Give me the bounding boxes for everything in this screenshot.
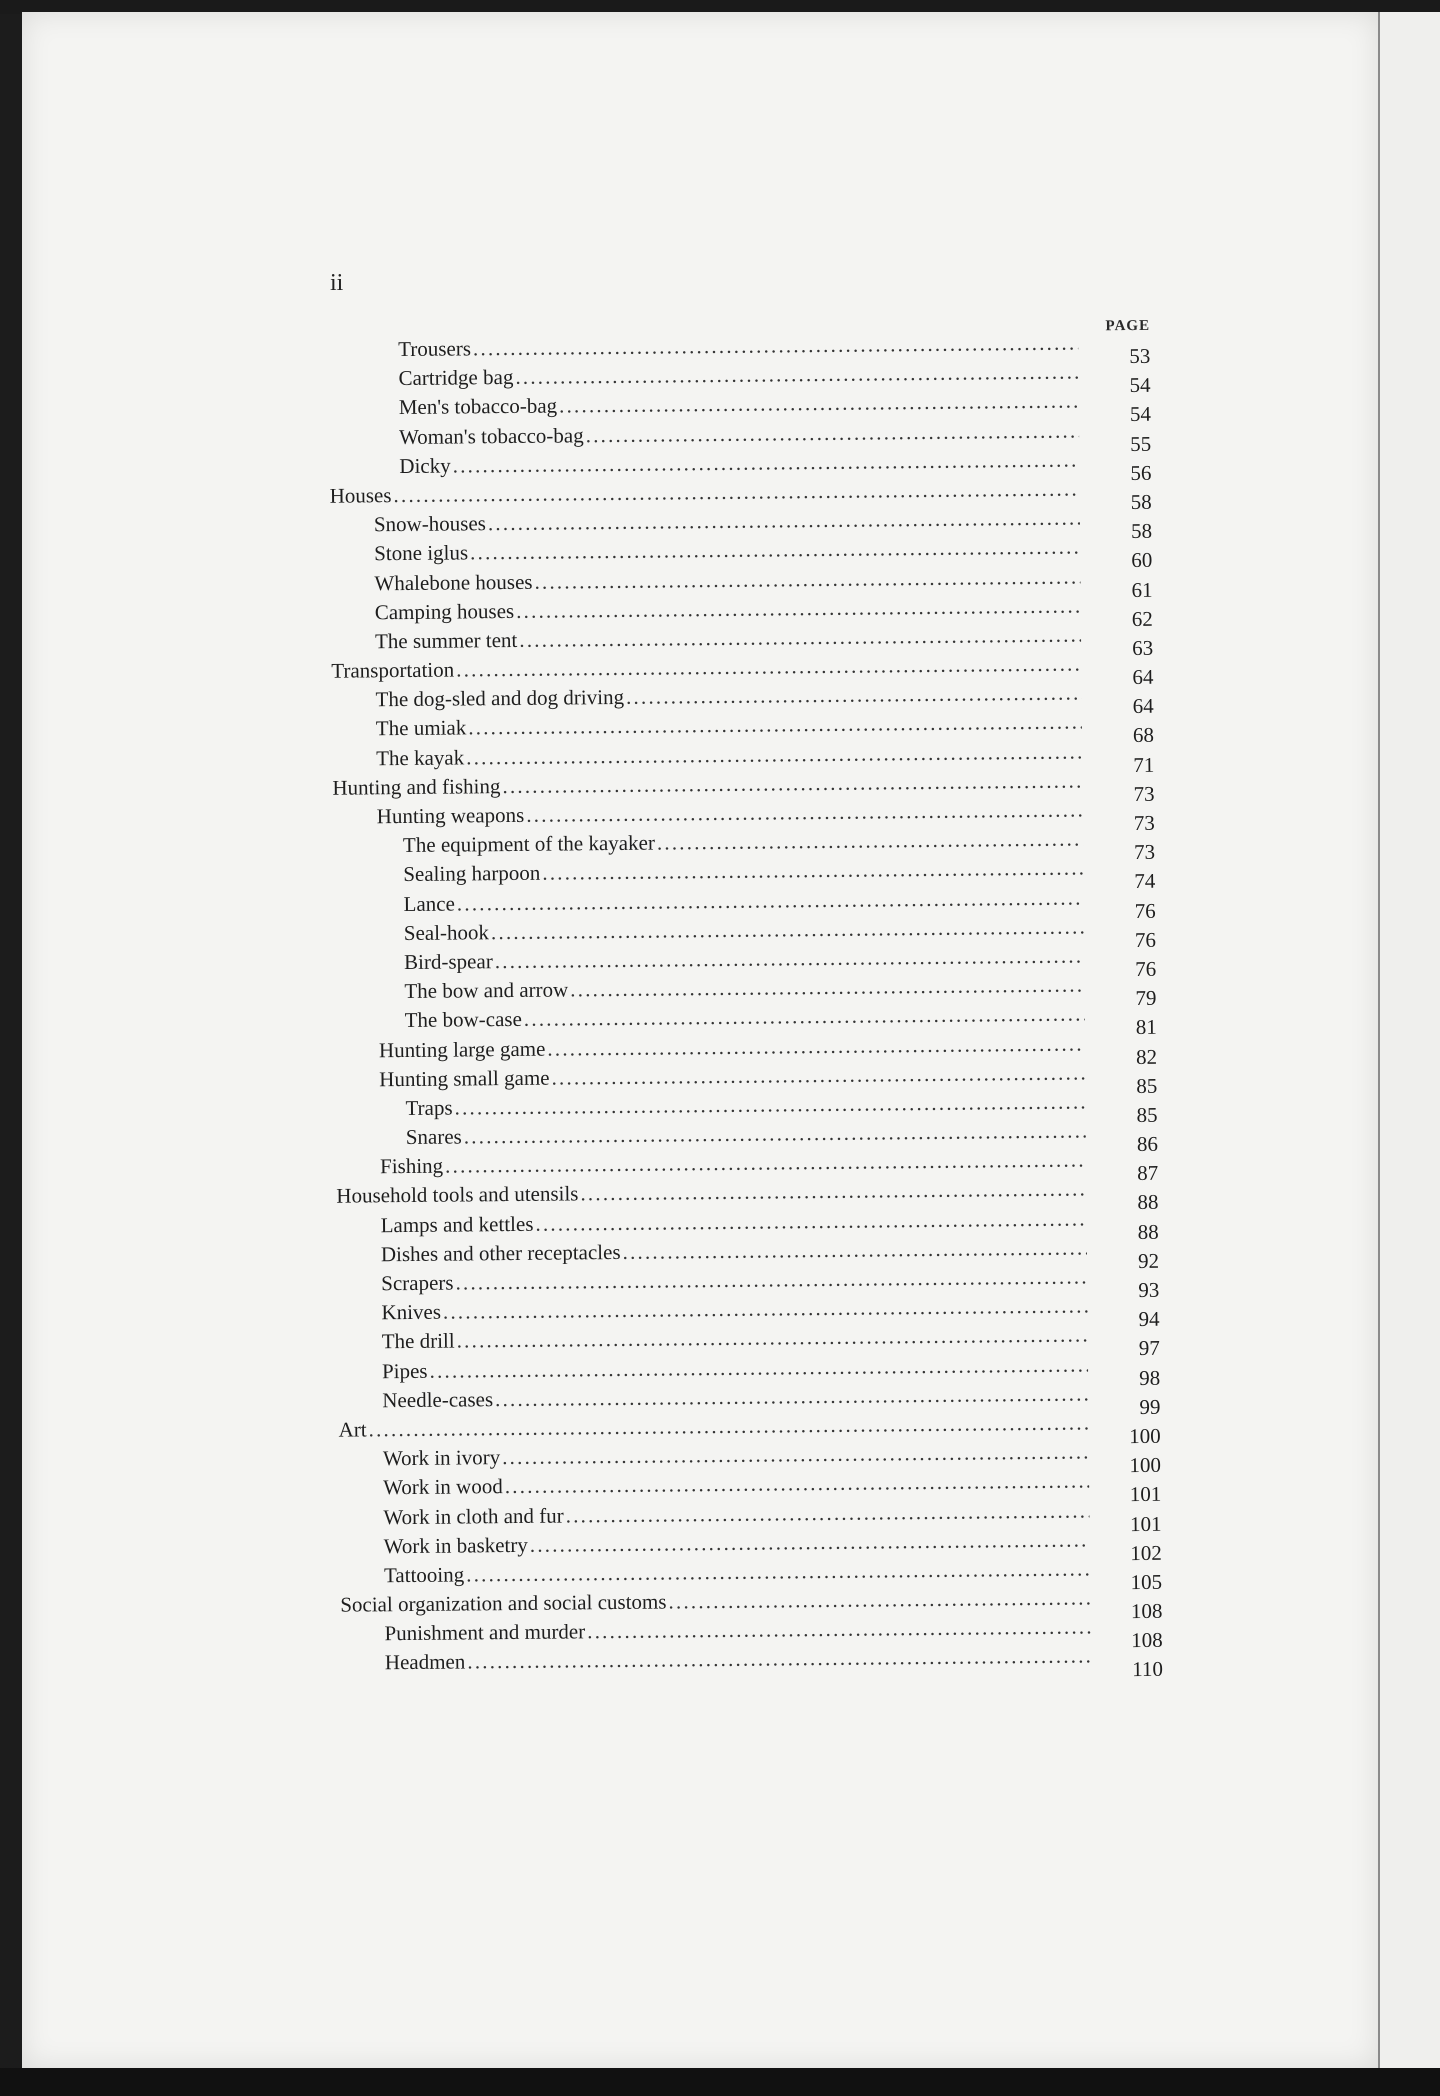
toc-entry-page: 64	[1132, 664, 1154, 690]
toc-dot-leader	[467, 1642, 1091, 1677]
toc-entry-page: 105	[1130, 1569, 1163, 1594]
toc-entry-title: Scrapers	[381, 1270, 454, 1296]
toc-entry-page: 58	[1130, 518, 1153, 544]
toc-entry-title: Whalebone houses	[374, 569, 533, 595]
toc-entry-title: Headmen	[384, 1649, 466, 1675]
toc-entry-page: 88	[1137, 1190, 1159, 1215]
toc-entry-page: 86	[1136, 1131, 1159, 1157]
page-column-header: PAGE	[1105, 317, 1151, 335]
toc-entry-page: 76	[1135, 956, 1157, 981]
toc-entry-title: Sealing harpoon	[403, 861, 541, 887]
toc-entry-title: Traps	[405, 1095, 453, 1120]
toc-dot-leader	[657, 825, 1083, 858]
toc-entry-title: Art	[338, 1417, 367, 1442]
toc-entry-title: Cartridge bag	[398, 365, 514, 391]
toc-entry-page: 76	[1134, 927, 1157, 952]
toc-entry-page: 102	[1130, 1540, 1162, 1565]
toc-entry-title: The summer tent	[374, 627, 518, 654]
toc-entry-page: 110	[1132, 1657, 1164, 1682]
toc-entry-page: 63	[1132, 635, 1154, 660]
toc-entry-page: 68	[1132, 723, 1155, 748]
toc-entry-title: Work in cloth and fur	[383, 1503, 564, 1529]
scan-border-bottom	[0, 2068, 1440, 2096]
toc-entry-page: 99	[1139, 1394, 1161, 1419]
toc-entry-page: 108	[1130, 1598, 1163, 1624]
toc-entry-title: Social organization and social customs	[340, 1589, 667, 1617]
toc-entry-title: Houses	[329, 483, 392, 508]
toc-entry-title: The bow-case	[404, 1007, 522, 1033]
toc-entry-title: Work in basketry	[383, 1532, 528, 1558]
toc-entry-page: 56	[1130, 460, 1152, 485]
toc-dot-leader	[622, 1233, 1087, 1267]
toc-entry-page: 85	[1136, 1102, 1158, 1127]
toc-entry-title: The bow and arrow	[404, 977, 569, 1004]
toc-entry-page: 71	[1133, 752, 1155, 777]
toc-entry-title: Knives	[381, 1299, 442, 1325]
toc-entry-title: Snow-houses	[373, 511, 487, 537]
toc-entry-page: 53	[1129, 343, 1151, 369]
toc-entry-page: 81	[1135, 1015, 1157, 1040]
toc-entry-title: The dog-sled and dog driving	[375, 685, 625, 712]
toc-entry-page: 58	[1130, 489, 1152, 514]
toc-dot-leader	[668, 1584, 1090, 1617]
toc-entry-title: Hunting and fishing	[332, 773, 501, 800]
toc-list	[300, 328, 1164, 1682]
toc-entry-title: Work in ivory	[382, 1445, 501, 1471]
toc-entry-title: Work in wood	[383, 1474, 503, 1500]
toc-entry-page: 88	[1137, 1219, 1159, 1244]
toc-dot-leader	[626, 679, 1082, 713]
toc-entry-title: Camping houses	[374, 598, 515, 624]
toc-entry-page: 98	[1139, 1365, 1161, 1390]
toc-entry-title: Bird-spear	[403, 949, 493, 974]
toc-entry-title: Needle-cases	[382, 1386, 494, 1413]
toc-entry-title: Lance	[403, 891, 455, 916]
toc-entry-title: Punishment and murder	[384, 1619, 586, 1646]
toc-entry-page: 64	[1132, 694, 1154, 719]
toc-entry-page: 55	[1130, 431, 1152, 456]
toc-entry-page: 54	[1129, 402, 1152, 427]
toc-entry-title: The umiak	[375, 715, 467, 741]
toc-entry-page: 100	[1129, 1452, 1162, 1478]
toc-entry-page: 101	[1129, 1511, 1162, 1536]
toc-entry-title: Stone iglus	[374, 540, 469, 566]
toc-entry-page: 97	[1138, 1336, 1160, 1361]
toc-entry-page: 76	[1134, 898, 1156, 923]
toc-entry-title: Seal-hook	[403, 919, 490, 945]
toc-entry-page: 85	[1136, 1073, 1158, 1098]
toc-entry-title: The equipment of the kayaker	[402, 830, 655, 858]
page-edge	[1378, 12, 1440, 2068]
toc-entry-page: 61	[1131, 577, 1153, 602]
toc-entry-page: 87	[1137, 1161, 1159, 1186]
toc-entry-page: 74	[1134, 869, 1156, 894]
toc-entry-page: 101	[1129, 1482, 1162, 1507]
toc-entry-title: Trousers	[398, 336, 472, 362]
toc-entry-title: Lamps and kettles	[380, 1211, 534, 1237]
toc-dot-leader	[586, 416, 1080, 450]
toc-entry-title: Fishing	[379, 1153, 444, 1179]
toc-entry-page: 73	[1133, 840, 1156, 865]
toc-entry-page: 54	[1129, 373, 1151, 398]
toc-entry-page: 100	[1129, 1423, 1161, 1449]
toc-entry-page: 62	[1131, 606, 1153, 631]
toc-entry-page: 60	[1131, 548, 1153, 573]
toc-entry-page: 108	[1131, 1628, 1163, 1653]
toc-entry-title: Snares	[405, 1124, 462, 1150]
toc-entry-title: Hunting weapons	[376, 802, 525, 829]
toc-entry-page: 73	[1133, 781, 1155, 806]
toc-entry-title: Woman's tobacco-bag	[398, 422, 584, 449]
toc-entry-title: Transportation	[331, 657, 455, 683]
toc-entry-page: 79	[1135, 985, 1157, 1011]
toc-entry-title: Hunting large game	[378, 1036, 546, 1062]
toc-entry-title: Men's tobacco-bag	[398, 393, 558, 420]
toc-entry-page: 82	[1135, 1044, 1158, 1069]
toc-entry-page: 94	[1138, 1306, 1160, 1332]
page-number: ii	[330, 270, 344, 296]
toc-entry-title: The drill	[381, 1328, 455, 1354]
toc-entry-title: Pipes	[381, 1358, 428, 1383]
toc-entry-title: Tattooing	[383, 1562, 465, 1588]
toc-entry-title: Hunting small game	[379, 1065, 550, 1091]
toc-entry-page: 92	[1137, 1248, 1160, 1273]
toc-entry-title: Dishes and other receptacles	[380, 1239, 621, 1267]
toc-entry-page: 93	[1138, 1277, 1160, 1302]
toc-entry-title: Dicky	[399, 453, 451, 478]
toc-entry-title: Household tools and utensils	[336, 1181, 579, 1209]
toc-entry-title: The kayak	[376, 745, 465, 770]
toc-entry-page: 73	[1133, 810, 1155, 836]
